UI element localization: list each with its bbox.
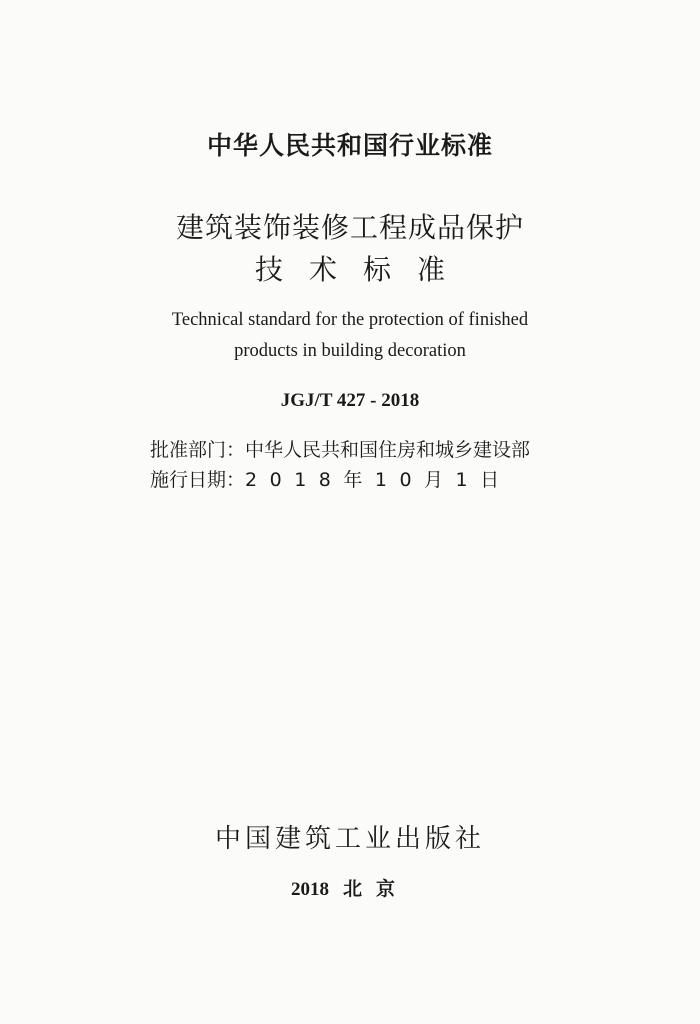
effective-date-row bbox=[150, 466, 512, 494]
standard-code: JGJ/T 427 - 2018 bbox=[280, 390, 420, 411]
publication-year: 2018 bbox=[290, 879, 329, 900]
approval-department-row bbox=[150, 436, 530, 464]
effective-date-value: 2018年10月1日 bbox=[245, 469, 512, 491]
title-chinese-line-1: 建筑装饰装修工程成品保护 bbox=[175, 211, 524, 244]
publication-city: 北京 bbox=[342, 879, 409, 900]
publication-year-place bbox=[0, 876, 700, 904]
effective-date-label: 施行日期： bbox=[150, 469, 246, 491]
standard-series-heading: 中华人民共和国行业标准 bbox=[206, 131, 493, 160]
title-chinese-line-2: 技术标准 bbox=[254, 253, 471, 286]
title-english-line-1: Technical standard for the protection of finished bbox=[171, 310, 529, 330]
title-english-line-2: products in building decoration bbox=[234, 341, 466, 361]
approval-department-value: 中华人民共和国住房和城乡建设部 bbox=[245, 439, 531, 461]
publisher-name: 中国建筑工业出版社 bbox=[214, 824, 485, 854]
approval-department-label: 批准部门： bbox=[150, 439, 246, 461]
